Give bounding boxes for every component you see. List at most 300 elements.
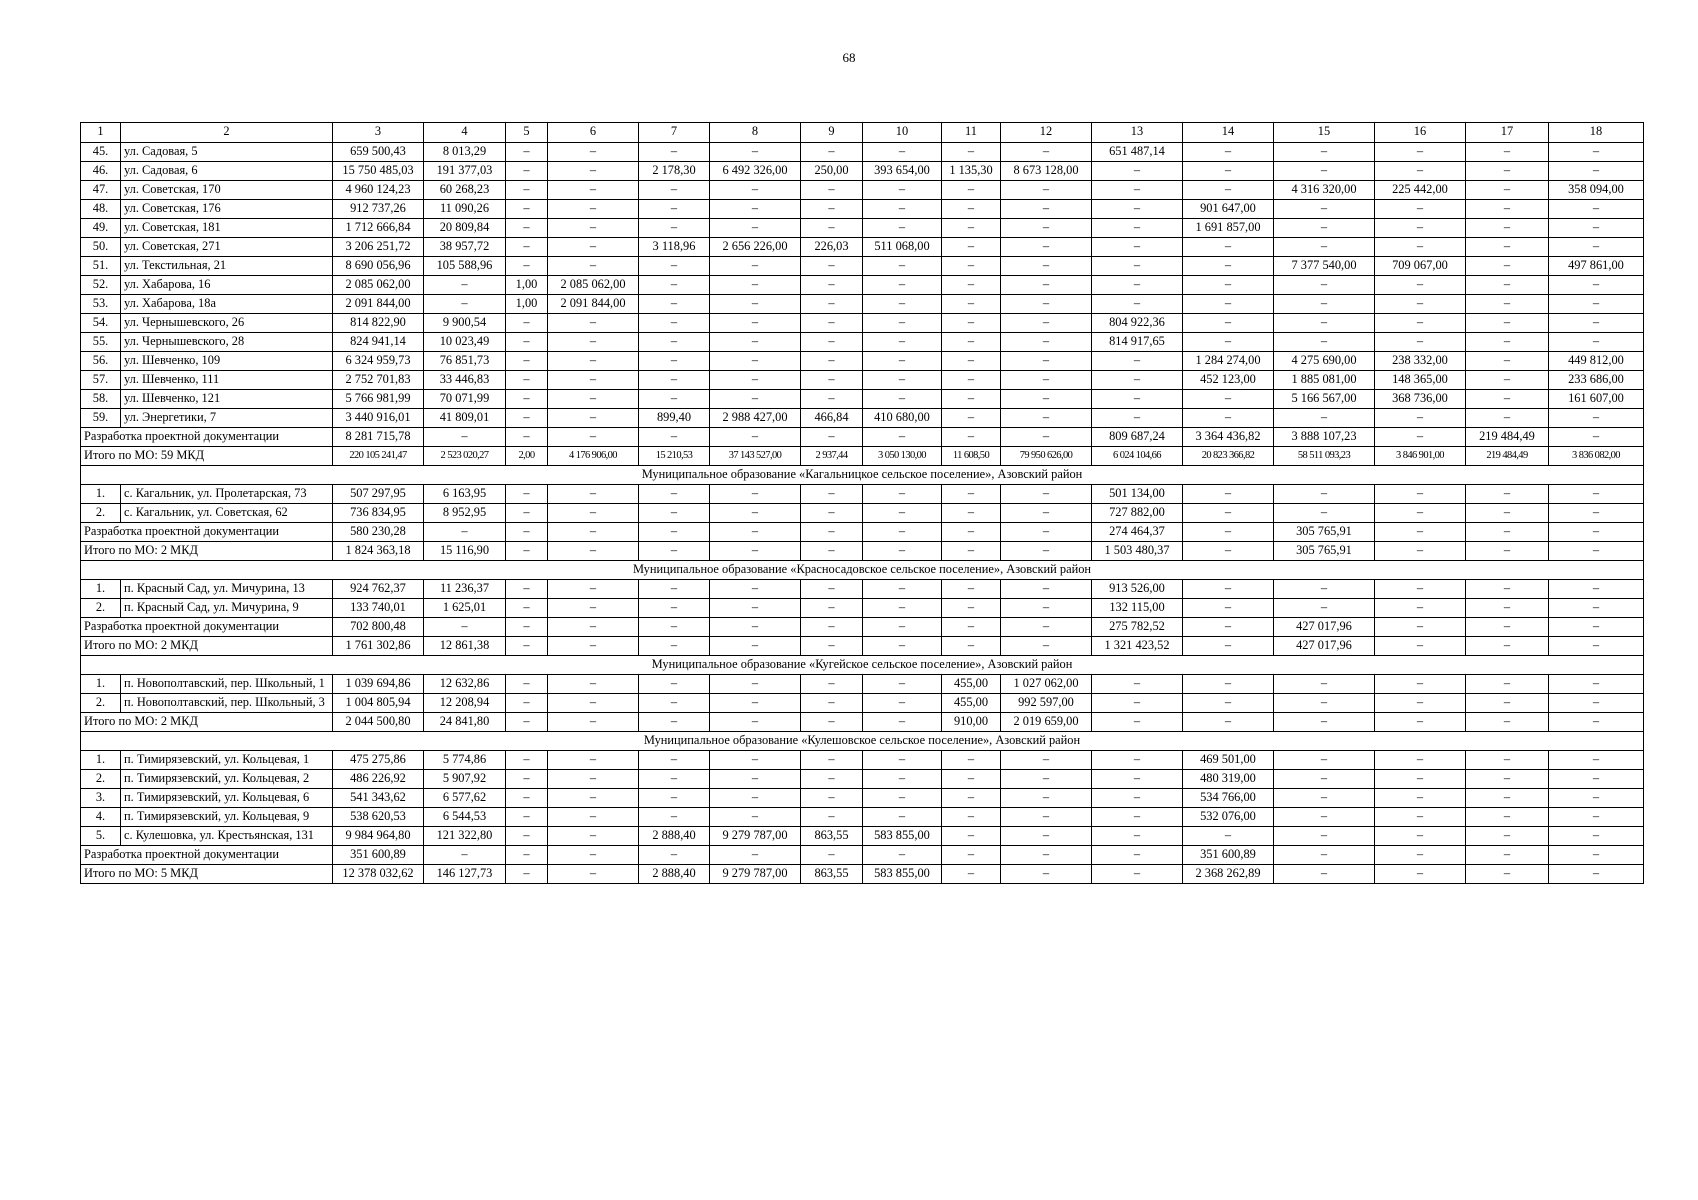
value-cell: – [1001,371,1092,390]
value-cell: – [506,371,548,390]
design-docs-row [81,428,1644,447]
value-cell: – [1274,219,1375,238]
value-cell: – [1466,143,1549,162]
table-row [81,827,1644,846]
design-docs-row [81,846,1644,865]
value-cell: – [1466,770,1549,789]
value-cell: – [1274,200,1375,219]
value-cell: – [801,314,863,333]
value-cell: 4 316 320,00 [1274,181,1375,200]
value-cell: – [801,542,863,561]
design-docs-label: Разработка проектной документации [81,846,333,865]
value-cell: – [801,390,863,409]
value-cell: – [801,504,863,523]
value-cell: – [863,428,942,447]
row-number: 58. [81,390,121,409]
value-cell: – [1183,162,1274,181]
subtotal-row [81,447,1644,466]
value-cell: – [1466,808,1549,827]
value-cell: 651 487,14 [1092,143,1183,162]
value-cell: – [1466,599,1549,618]
value-cell: – [1001,846,1092,865]
value-cell: 393 654,00 [863,162,942,181]
column-header: 15 [1274,123,1375,143]
value-cell: 2 888,40 [639,865,710,884]
value-cell: 238 332,00 [1375,352,1466,371]
value-cell: 1,00 [506,295,548,314]
value-cell: – [1183,523,1274,542]
value-cell: – [639,371,710,390]
value-cell: – [801,789,863,808]
value-cell: – [1466,504,1549,523]
value-cell: – [1549,276,1644,295]
row-number: 49. [81,219,121,238]
value-cell: – [710,333,801,352]
value-cell: 358 094,00 [1549,181,1644,200]
value-cell: – [506,523,548,542]
value-cell: – [1092,181,1183,200]
value-cell: – [1466,162,1549,181]
column-header: 2 [121,123,333,143]
design-docs-row [81,618,1644,637]
value-cell: – [506,485,548,504]
value-cell: – [548,238,639,257]
value-cell: – [942,580,1001,599]
value-cell: 727 882,00 [1092,504,1183,523]
value-cell: 368 736,00 [1375,390,1466,409]
value-cell: – [863,390,942,409]
value-cell: 8 952,95 [424,504,506,523]
value-cell: – [506,238,548,257]
value-cell: – [1001,580,1092,599]
value-cell: – [863,200,942,219]
value-cell: – [801,352,863,371]
value-cell: – [1183,314,1274,333]
value-cell: – [1001,181,1092,200]
subtotal-row [81,713,1644,732]
column-header: 14 [1183,123,1274,143]
value-cell: – [1549,694,1644,713]
value-cell: 1 284 274,00 [1183,352,1274,371]
row-number: 2. [81,694,121,713]
value-cell: – [506,409,548,428]
row-number: 55. [81,333,121,352]
value-cell: – [1466,485,1549,504]
value-cell: – [942,827,1001,846]
value-cell: – [1375,827,1466,846]
row-number: 4. [81,808,121,827]
value-cell: 455,00 [942,694,1001,713]
value-cell: 8 013,29 [424,143,506,162]
value-cell: – [506,675,548,694]
value-cell: – [506,162,548,181]
value-cell: 351 600,89 [1183,846,1274,865]
value-cell: – [710,542,801,561]
value-cell: – [1466,542,1549,561]
value-cell: – [863,637,942,656]
value-cell: – [1375,846,1466,865]
value-cell: – [1466,846,1549,865]
value-cell: 9 279 787,00 [710,865,801,884]
value-cell: – [1274,827,1375,846]
table-header-row [81,123,1644,143]
value-cell: – [1274,333,1375,352]
value-cell: – [639,143,710,162]
table-row [81,200,1644,219]
value-cell: 2 044 500,80 [333,713,424,732]
value-cell: – [863,504,942,523]
value-cell: 2 656 226,00 [710,238,801,257]
section-heading-row [81,466,1644,485]
value-cell: 148 365,00 [1375,371,1466,390]
value-cell: – [1274,143,1375,162]
value-cell: – [942,808,1001,827]
row-number: 47. [81,181,121,200]
value-cell: – [801,219,863,238]
value-cell: – [1375,504,1466,523]
table-row [81,694,1644,713]
value-cell: – [506,789,548,808]
value-cell: – [548,637,639,656]
table-row [81,371,1644,390]
value-cell: – [506,504,548,523]
subtotal-label: Итого по МО: 5 МКД [81,865,333,884]
value-cell: – [639,257,710,276]
value-cell: – [548,219,639,238]
row-number: 57. [81,371,121,390]
value-cell: – [1274,713,1375,732]
value-cell: 534 766,00 [1183,789,1274,808]
value-cell: – [710,219,801,238]
value-cell: 1 625,01 [424,599,506,618]
value-cell: 5 166 567,00 [1274,390,1375,409]
value-cell: – [1092,770,1183,789]
value-cell: – [1549,238,1644,257]
value-cell: – [1001,276,1092,295]
value-cell: – [1274,599,1375,618]
address-cell: ул. Хабарова, 18а [121,295,333,314]
value-cell: – [942,352,1001,371]
table-row [81,238,1644,257]
value-cell: – [506,865,548,884]
value-cell: – [710,770,801,789]
subtotal-label: Итого по МО: 2 МКД [81,713,333,732]
value-cell: – [1001,390,1092,409]
value-cell: – [639,200,710,219]
value-cell: – [1549,618,1644,637]
value-cell: – [1466,637,1549,656]
value-cell: 924 762,37 [333,580,424,599]
address-cell: п. Тимирязевский, ул. Кольцевая, 2 [121,770,333,789]
value-cell: 511 068,00 [863,238,942,257]
value-cell: – [1375,333,1466,352]
address-cell: ул. Энергетики, 7 [121,409,333,428]
value-cell: 8 673 128,00 [1001,162,1092,181]
value-cell: – [1092,238,1183,257]
address-cell: ул. Садовая, 5 [121,143,333,162]
value-cell: – [1092,865,1183,884]
value-cell: – [1092,751,1183,770]
section-title: Муниципальное образование «Кугейское сельское поселение», Азовский район [81,656,1644,675]
value-cell: – [801,599,863,618]
value-cell: – [863,219,942,238]
design-docs-row [81,523,1644,542]
value-cell: 305 765,91 [1274,542,1375,561]
value-cell: – [942,485,1001,504]
value-cell: 4 960 124,23 [333,181,424,200]
address-cell: п. Новополтавский, пер. Школьный, 1 [121,675,333,694]
value-cell: 9 900,54 [424,314,506,333]
value-cell: – [801,371,863,390]
value-cell: – [1549,143,1644,162]
address-cell: п. Красный Сад, ул. Мичурина, 13 [121,580,333,599]
value-cell: 1 503 480,37 [1092,542,1183,561]
value-cell: 3 846 901,00 [1375,447,1466,466]
row-number: 53. [81,295,121,314]
value-cell: 275 782,52 [1092,618,1183,637]
value-cell: – [1375,542,1466,561]
value-cell: – [710,390,801,409]
value-cell: – [1466,333,1549,352]
value-cell: – [1549,162,1644,181]
subtotal-row [81,542,1644,561]
value-cell: – [1092,352,1183,371]
value-cell: – [548,580,639,599]
value-cell: 219 484,49 [1466,428,1549,447]
value-cell: – [942,295,1001,314]
subtotal-row [81,637,1644,656]
value-cell: – [1183,485,1274,504]
value-cell: 5 907,92 [424,770,506,789]
value-cell: 2 091 844,00 [548,295,639,314]
value-cell: – [548,200,639,219]
address-cell: ул. Чернышевского, 26 [121,314,333,333]
value-cell: – [1549,789,1644,808]
value-cell: – [424,523,506,542]
table-row [81,751,1644,770]
value-cell: – [710,181,801,200]
value-cell: 9 984 964,80 [333,827,424,846]
value-cell: – [710,694,801,713]
value-cell: – [1001,257,1092,276]
value-cell: – [639,219,710,238]
value-cell: – [1549,846,1644,865]
value-cell: 709 067,00 [1375,257,1466,276]
value-cell: – [548,846,639,865]
value-cell: – [548,162,639,181]
value-cell: – [639,808,710,827]
value-cell: 910,00 [942,713,1001,732]
value-cell: – [1092,789,1183,808]
value-cell: 105 588,96 [424,257,506,276]
value-cell: – [506,827,548,846]
value-cell: – [1001,808,1092,827]
value-cell: – [1375,580,1466,599]
value-cell: – [506,694,548,713]
value-cell: – [801,751,863,770]
value-cell: – [863,257,942,276]
value-cell: – [1001,143,1092,162]
value-cell: – [942,314,1001,333]
value-cell: – [548,390,639,409]
value-cell: – [548,694,639,713]
value-cell: – [1183,295,1274,314]
value-cell: – [1001,523,1092,542]
value-cell: – [1274,314,1375,333]
column-header: 1 [81,123,121,143]
value-cell: – [548,181,639,200]
value-cell: 8 281 715,78 [333,428,424,447]
value-cell: 6 544,53 [424,808,506,827]
value-cell: – [1001,238,1092,257]
column-header: 10 [863,123,942,143]
value-cell: – [942,865,1001,884]
value-cell: – [1375,751,1466,770]
value-cell: – [506,846,548,865]
value-cell: – [639,846,710,865]
value-cell: – [942,200,1001,219]
value-cell: 1 824 363,18 [333,542,424,561]
value-cell: – [1549,523,1644,542]
value-cell: – [942,846,1001,865]
value-cell: – [1274,789,1375,808]
value-cell: – [863,333,942,352]
value-cell: – [1092,219,1183,238]
section-heading-row [81,732,1644,751]
row-number: 3. [81,789,121,808]
value-cell: – [710,751,801,770]
value-cell: – [710,200,801,219]
table-row [81,314,1644,333]
value-cell: – [942,542,1001,561]
value-cell: – [1375,618,1466,637]
value-cell: 15 750 485,03 [333,162,424,181]
value-cell: 6 577,62 [424,789,506,808]
value-cell: – [942,238,1001,257]
value-cell: – [710,504,801,523]
value-cell: – [1549,485,1644,504]
value-cell: – [1466,713,1549,732]
row-number: 54. [81,314,121,333]
value-cell: – [506,428,548,447]
value-cell: – [1549,333,1644,352]
design-docs-label: Разработка проектной документации [81,523,333,542]
address-cell: п. Тимирязевский, ул. Кольцевая, 6 [121,789,333,808]
address-cell: ул. Советская, 170 [121,181,333,200]
value-cell: – [1549,808,1644,827]
value-cell: – [1183,827,1274,846]
value-cell: 2 019 659,00 [1001,713,1092,732]
value-cell: – [1183,675,1274,694]
value-cell: – [1375,770,1466,789]
value-cell: – [639,276,710,295]
value-cell: – [1092,827,1183,846]
value-cell: – [710,618,801,637]
value-cell: – [1466,295,1549,314]
value-cell: 161 607,00 [1549,390,1644,409]
value-cell: – [1001,200,1092,219]
value-cell: – [710,295,801,314]
value-cell: 3 118,96 [639,238,710,257]
value-cell: 992 597,00 [1001,694,1092,713]
value-cell: – [1183,238,1274,257]
value-cell: 24 841,80 [424,713,506,732]
value-cell: – [548,257,639,276]
value-cell: – [1549,580,1644,599]
value-cell: – [1183,599,1274,618]
subtotal-row [81,865,1644,884]
value-cell: – [1549,504,1644,523]
value-cell: 20 823 366,82 [1183,447,1274,466]
value-cell: 427 017,96 [1274,637,1375,656]
value-cell: – [424,428,506,447]
value-cell: 220 105 241,47 [333,447,424,466]
value-cell: 11 090,26 [424,200,506,219]
value-cell: – [1549,295,1644,314]
value-cell: – [1183,181,1274,200]
value-cell: – [639,333,710,352]
value-cell: – [639,428,710,447]
value-cell: – [801,618,863,637]
value-cell: – [1549,827,1644,846]
value-cell: – [1183,580,1274,599]
value-cell: – [424,295,506,314]
value-cell: 2 988 427,00 [710,409,801,428]
value-cell: 76 851,73 [424,352,506,371]
value-cell: 6 324 959,73 [333,352,424,371]
value-cell: – [801,694,863,713]
value-cell: 121 322,80 [424,827,506,846]
row-number: 50. [81,238,121,257]
value-cell: – [639,751,710,770]
design-docs-label: Разработка проектной документации [81,428,333,447]
address-cell: с. Кагальник, ул. Советская, 62 [121,504,333,523]
subtotal-label: Итого по МО: 59 МКД [81,447,333,466]
table-row [81,143,1644,162]
value-cell: 532 076,00 [1183,808,1274,827]
row-number: 5. [81,827,121,846]
value-cell: – [1274,504,1375,523]
value-cell: – [424,276,506,295]
value-cell: – [548,827,639,846]
value-cell: – [1092,295,1183,314]
value-cell: 219 484,49 [1466,447,1549,466]
value-cell: – [1001,333,1092,352]
value-cell: – [863,485,942,504]
value-cell: – [863,770,942,789]
value-cell: 1 712 666,84 [333,219,424,238]
value-cell: – [1375,162,1466,181]
column-header: 3 [333,123,424,143]
value-cell: – [1466,352,1549,371]
value-cell: 233 686,00 [1549,371,1644,390]
value-cell: 2 937,44 [801,447,863,466]
value-cell: – [1183,713,1274,732]
value-cell: – [639,390,710,409]
value-cell: – [506,219,548,238]
value-cell: – [863,580,942,599]
value-cell: – [942,618,1001,637]
value-cell: – [1274,751,1375,770]
value-cell: – [863,276,942,295]
value-cell: 12 861,38 [424,637,506,656]
value-cell: 2 752 701,83 [333,371,424,390]
value-cell: 452 123,00 [1183,371,1274,390]
value-cell: – [1466,276,1549,295]
value-cell: – [548,618,639,637]
value-cell: – [801,428,863,447]
value-cell: 1 027 062,00 [1001,675,1092,694]
